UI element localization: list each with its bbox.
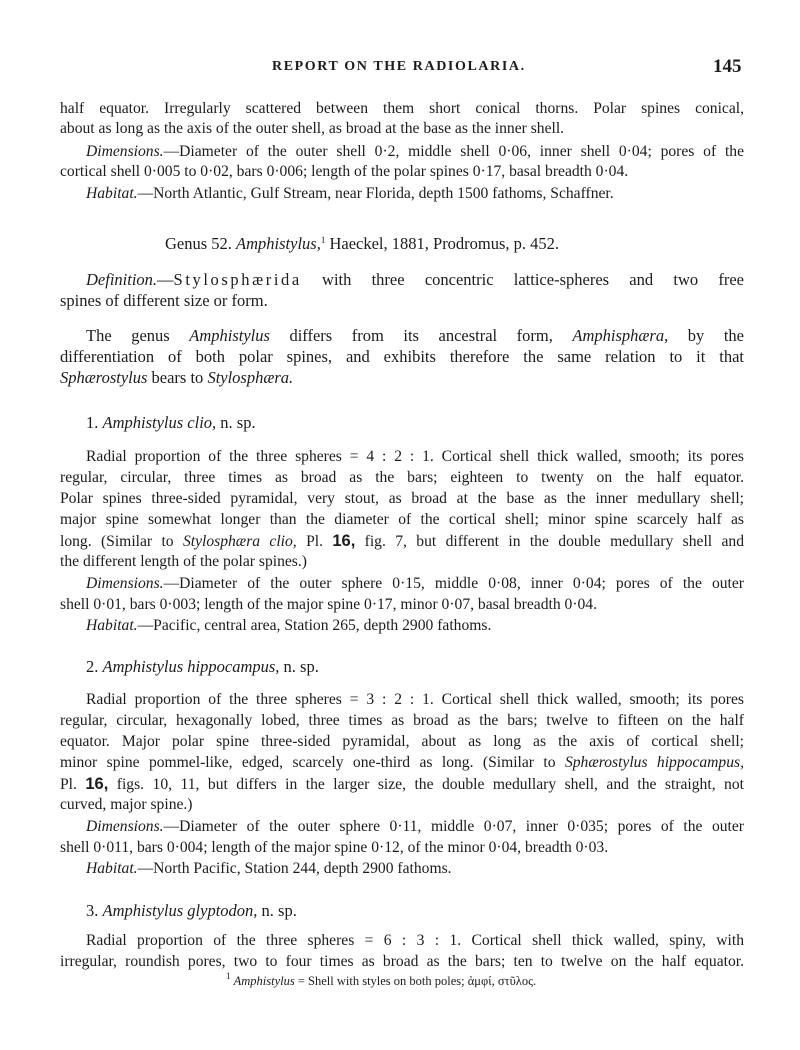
species-heading: 2. Amphistylus hippocampus, n. sp. xyxy=(86,657,319,676)
genus-name: Amphistylus, xyxy=(236,234,321,253)
species-description-line: Radial proportion of the three spheres = 6 : 3 : 1. Cortical shell thick walled, spiny, with xyxy=(86,932,744,949)
dimensions-label: Dimensions. xyxy=(86,818,164,835)
footnote-term: Amphistylus xyxy=(233,974,295,988)
footnote-marker: 1 xyxy=(320,235,326,245)
habitat-label: Habitat. xyxy=(86,860,138,877)
species-dimensions: Dimensions.—Diameter of the outer sphere 0·15, middle 0·08, inner 0·04; pores of the outer xyxy=(86,575,744,592)
page-number: 145 xyxy=(713,56,742,77)
species-heading: 1. Amphistylus clio, n. sp. xyxy=(86,413,256,432)
species-heading: 3. Amphistylus glyptodon, n. sp. xyxy=(86,901,297,920)
species-description-line: curved, major spine.) xyxy=(60,796,193,813)
species-name: Amphistylus glyptodon, xyxy=(102,901,258,920)
species-habitat: Habitat.—Pacific, central area, Station 265, depth 2900 fathoms. xyxy=(86,617,492,634)
dimensions-label: Dimensions. xyxy=(86,143,164,160)
intro-line: differentiation of both polar spines, and exhibits therefore the same relation to it that xyxy=(60,347,744,366)
species-similarity: minor spine pommel-like, edged, scarcely one-third as long. (Similar to Sphærostylus hippocampus, xyxy=(60,754,744,771)
footnote-marker: 1 xyxy=(226,971,231,981)
previous-habitat: Habitat.—North Atlantic, Gulf Stream, near Florida, depth 1500 fathoms, Schaffner. xyxy=(86,185,614,202)
species-description-line: major spine somewhat longer than the diameter of the cortical shell; minor spine scarcely half as xyxy=(60,511,744,528)
dimensions-label: Dimensions. xyxy=(86,575,164,592)
previous-text-line: half equator. Irregularly scattered between them short conical thorns. Polar spines conical, xyxy=(60,100,744,117)
species-habitat: Habitat.—North Pacific, Station 244, depth 2900 fathoms. xyxy=(86,860,452,877)
definition: Definition.—Stylosphærida with three concentric lattice-spheres and two free xyxy=(86,270,744,289)
species-name: Amphistylus clio, xyxy=(102,413,217,432)
species-dimensions-cont: shell 0·011, bars 0·004; length of the major spine 0·12, of the minor 0·04, breadth 0·03. xyxy=(60,839,609,856)
species-description-line: irregular, roundish pores, two to four times as broad as the bars; ten to twelve on the half equator. xyxy=(60,953,744,970)
genus-heading: Genus 52. Amphistylus,$^1$ Haeckel, 1881, Prodromus, p. 452. xyxy=(165,234,560,253)
species-name: Amphistylus hippocampus, xyxy=(102,657,280,676)
species-similarity: long. (Similar to Stylosphæra clio, Pl. 16, fig. 7, but different in the double medullary shell and xyxy=(60,532,744,550)
plate-number: 16, xyxy=(85,775,109,793)
species-similarity-cont: Pl. 16, figs. 10, 11, but differs in the larger size, the double medullary shell, and the straight, not xyxy=(60,775,744,793)
habitat-label: Habitat. xyxy=(86,185,138,202)
definition-label: Definition. xyxy=(86,270,158,289)
definition-cont: spines of different size or form. xyxy=(60,291,268,310)
species-description-line: equator. Major polar spine three-sided pyramidal, about as long as the axis of cortical shell; xyxy=(60,733,744,750)
species-dimensions-cont: shell 0·01, bars 0·003; length of the major spine 0·17, minor 0·07, basal breadth 0·04. xyxy=(60,596,598,613)
family-name: Stylosphærida xyxy=(173,270,302,289)
previous-dimensions: Dimensions.—Diameter of the outer shell 0·2, middle shell 0·06, inner shell 0·04; pores of the xyxy=(86,143,744,160)
species-description-line: the different length of the polar spines.) xyxy=(60,553,307,570)
species-description-line: Radial proportion of the three spheres = 4 : 2 : 1. Cortical shell thick walled, smooth; its pores xyxy=(86,448,744,465)
plate-number: 16, xyxy=(332,532,356,550)
species-description-line: Polar spines three-sided pyramidal, very stout, as broad at the base as the inner medullary shell; xyxy=(60,490,744,507)
intro-paragraph: The genus Amphistylus differs from its ancestral form, Amphisphæra, by the xyxy=(86,326,744,345)
footnote: $^1$ Amphistylus = Shell with styles on both poles; ἀμφί, στῦλος. xyxy=(226,971,537,988)
species-dimensions: Dimensions.—Diameter of the outer sphere 0·11, middle 0·07, inner 0·035; pores of the outer xyxy=(86,818,744,835)
species-description-line: regular, circular, three times as broad as the bars; eighteen to twenty on the half equator. xyxy=(60,469,744,486)
running-title: REPORT ON THE RADIOLARIA. xyxy=(272,59,526,74)
species-description-line: regular, circular, hexagonally lobed, three times as broad as the bars; twelve to fifteen on the half xyxy=(60,712,744,729)
intro-line: Sphærostylus bears to Stylosphæra. xyxy=(60,368,294,387)
previous-text-line: about as long as the axis of the outer shell, as broad at the base as the inner shell. xyxy=(60,120,565,137)
species-description-line: Radial proportion of the three spheres = 3 : 2 : 1. Cortical shell thick walled, smooth; its pores xyxy=(86,691,744,708)
previous-dimensions-cont: cortical shell 0·005 to 0·02, bars 0·006; length of the polar spines 0·17, basal breadth 0·04. xyxy=(60,163,629,180)
habitat-label: Habitat. xyxy=(86,617,138,634)
